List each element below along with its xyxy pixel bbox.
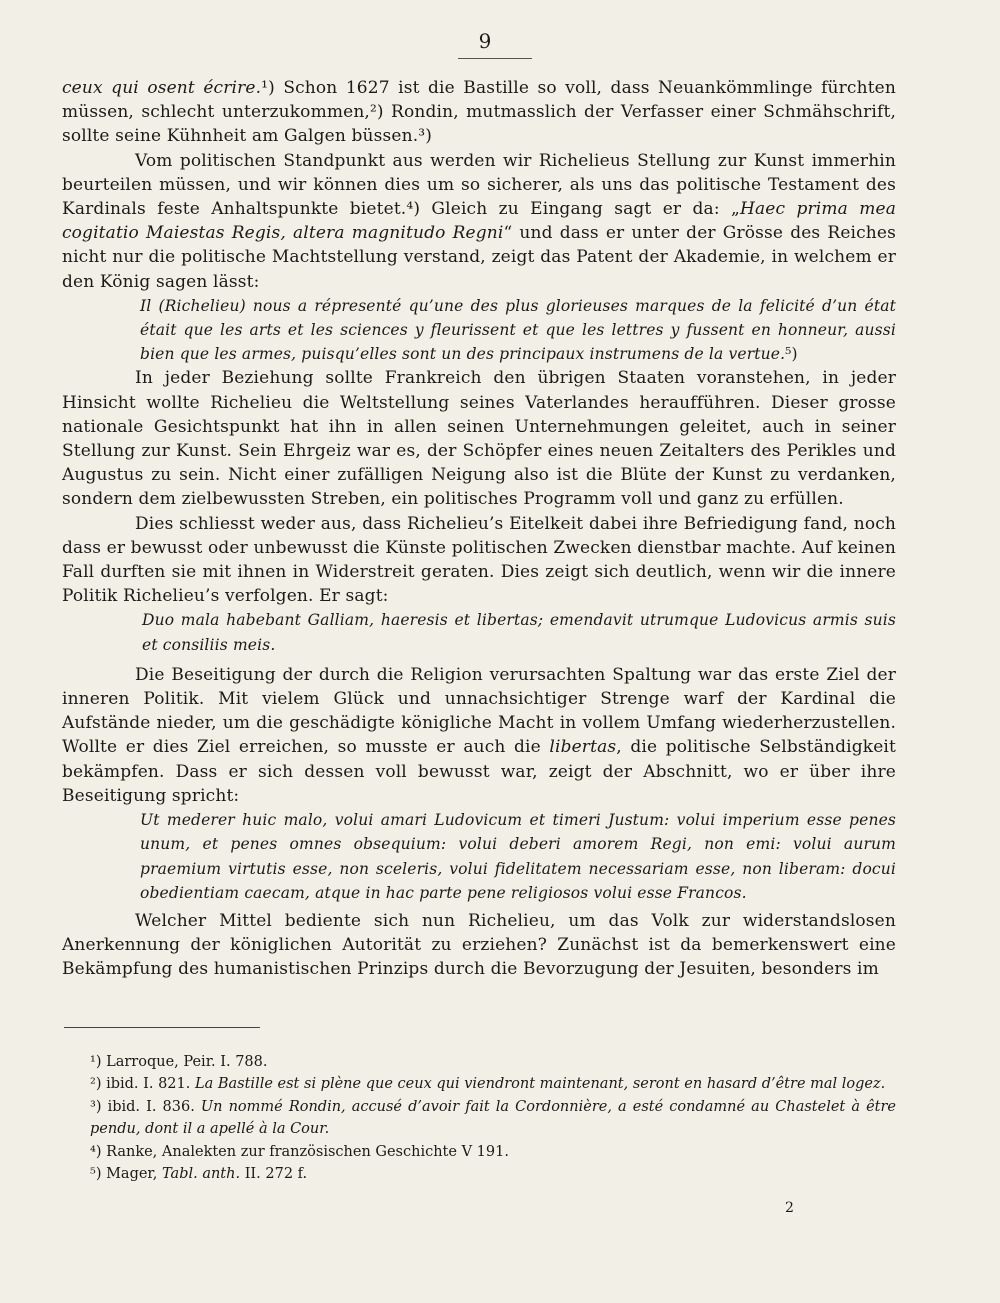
footnote-3-quote: Un nommé Rondin, accusé d’avoir fait la Cordonnière, a esté condamné au Chastelet à être pendu, dont il a apellé à la Cour. [90, 1098, 896, 1138]
paragraph-5-text-a: Die Beseitigung der durch die Religion verursachten Spaltung war das erste Ziel der inneren Politik. Mit vielem Glück und unnachsichtiger Strenge warf der Kardinal die Aufstände nieder, um die geschädigte königliche Macht in vollem Umfang wiederherzustellen. Wollte er dies Ziel erreichen, so musste er auch die [62, 664, 896, 758]
paragraph-3: In jeder Beziehung sollte Frankreich den übrigen Staaten voranstehen, in jeder Hinsicht wollte Richelieu die Weltstellung seines Vaterlandes heraufführen. Dieser grosse nationale Gesichtspunkt hat ihn in allen seinen Unternehmungen geleitet, auch in seiner Stellung zur Kunst. Sein Ehrgeiz war es, der Schöpfer eines neuen Zeitalters des Perikles und Augustus zu sein. Nicht einer zufälligen Neigung also ist die Blüte der Kunst zu verdanken, sondern dem zielbewussten Streben, ein politisches Programm voll und ganz zu erfüllen. [62, 368, 896, 510]
quote-academy-patent [140, 294, 896, 367]
paragraph-2-text-a: Vom politischen Standpunkt aus werden wir Richelieus Stellung zur Kunst immerhin beurteilen müssen, und wir können dies um so sicherer, als uns das politische Testament des Kardinals feste Anhaltspunkte bietet.⁴) Gleich zu Eingang sagt er da: „ [62, 150, 896, 220]
quote-duo-mala: Duo mala habebant Galliam, haeresis et libertas; emendavit utrumque Ludovicus armis suis et consiliis meis. [142, 611, 896, 654]
paragraph-5-text-b: , die politische Selbständigkeit bekämpfen. Dass er sich dessen voll bewusst war, zeigt der Abschnitt, wo er über ihre Beseitigung spricht: [62, 737, 896, 806]
footnote-1: ¹) Larroque, Peir. I. 788. [90, 1054, 268, 1070]
quote-ut-mederer: Ut mederer huic malo, volui amari Ludovicum et timeri Justum: volui imperium esse penes unum, et penes omnes obsequium: volui deberi amorem Regi, non emi: volui aurum praemium virtutis esse, non sceleris, volui fidelitatem necessariam esse, non liberam: docui obedientiam caecam, atque in hac parte pene religiosos volui esse Francos. [140, 811, 896, 902]
footnote-3-ref: ³) ibid. I. 836. [90, 1098, 201, 1115]
footnote-rule [64, 1027, 260, 1028]
paragraph-1-text: ¹) Schon 1627 ist die Bastille so voll, dass Neuankömmlinge fürchten müssen, schlecht unterzukommen,²) Rondin, mutmasslich der Verfasser einer Schmähschrift, sollte seine Kühnheit am Galgen büssen.³) [62, 78, 896, 147]
footnote-3 [90, 1096, 896, 1141]
paragraph-4: Dies schliesst weder aus, dass Richelieu’s Eitelkeit dabei ihre Befriedigung fand, noch dass er bewusst oder unbewusst die Künste politischen Zwecken dienstbar machte. Auf keinen Fall durften sie mit ihnen in Widerstreit geraten. Dies zeigt sich deutlich, wenn wir die innere Politik Richelieu’s verfolgen. Er sagt: [62, 513, 896, 607]
quote-academy-ref: ⁵) [785, 345, 798, 364]
footnote-4: ⁴) Ranke, Analekten zur französischen Geschichte V 191. [90, 1143, 509, 1160]
paragraph-2-text-b: “ und dass er unter der Grösse des Reiches nicht nur die politische Machtstellung verstand, zeigt das Patent der Akademie, in welchem er den König sagen lässt: [62, 223, 896, 292]
footnote-2-quote: La Bastille est si plène que ceux qui viendront maintenant, seront en hasard d’être mal logez. [194, 1076, 886, 1093]
footnote-5-title: Tabl. anth. [162, 1166, 241, 1183]
footnote-5-ref: ⁵) Mager, [90, 1166, 162, 1183]
quote-academy-text: Il (Richelieu) nous a répresenté qu’une des plus glorieuses marques de la felicité d’un état était que les arts et les sciences y fleurissent et que les lettres y fussent en honneur, aussi bien que les armes, puisqu’elles sont un des principaux instrumens de la vertue. [140, 296, 896, 364]
paragraph-1 [62, 76, 896, 149]
footnotes [90, 1051, 896, 1185]
footnote-2 [90, 1073, 896, 1095]
paragraph-6: Welcher Mittel bediente sich nun Richelieu, um das Volk zur widerstandslosen Anerkennung der königlichen Autorität zu erziehen? Zunächst ist da bemerkenswert eine Bekämpfung des humanistischen Prinzips durch die Bevorzugung der Jesuiten, besonders im [62, 910, 896, 980]
main-text [62, 76, 896, 982]
paragraph-5 [62, 663, 896, 808]
signature-mark: 2 [785, 1200, 794, 1216]
paragraph-1-italic: ceux qui osent écrire. [62, 78, 262, 98]
footnote-5-pages: II. 272 f. [240, 1166, 308, 1183]
paragraph-2 [62, 149, 896, 294]
page-number: 9 [478, 29, 492, 53]
page-number-rule [458, 58, 532, 59]
footnote-5 [90, 1163, 896, 1185]
paragraph-5-libertas: libertas [549, 737, 617, 758]
footnote-2-ref: ²) ibid. I. 821. [90, 1076, 195, 1093]
paragraph-2-latin-quote: Haec prima mea cogitatio Maiestas Regis, altera magnitudo Regni [62, 199, 896, 244]
